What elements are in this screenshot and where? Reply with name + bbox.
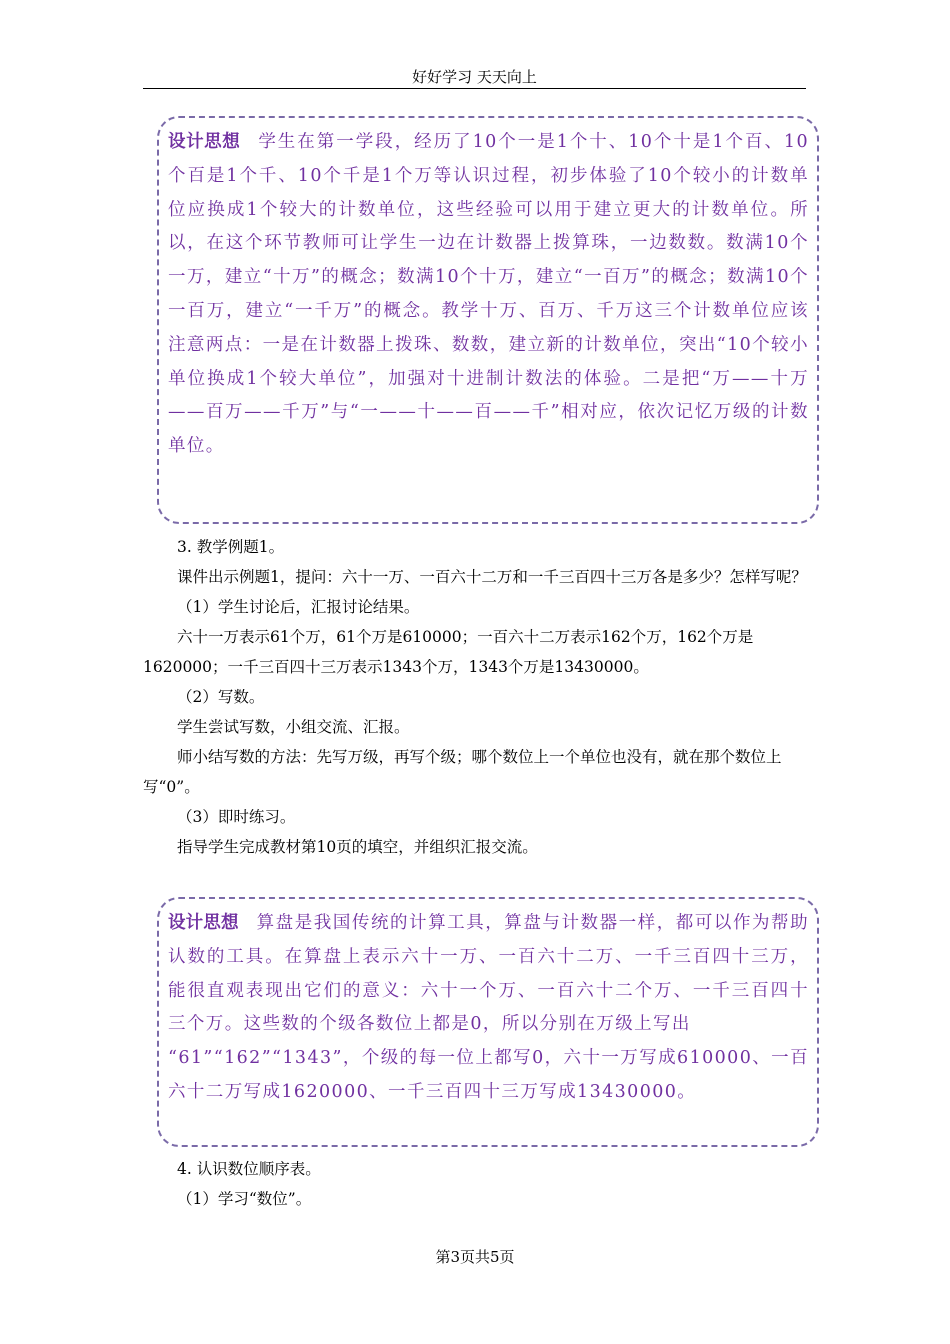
paragraph-exercise: 指导学生完成教材第10页的填空，并组织汇报交流。 — [177, 838, 538, 856]
page-footer: 第3页共5页 — [435, 1248, 515, 1266]
paragraph-answer: 六十一万表示61个万，61个万是610000；一百六十二万表示162个万，162个万是1620000；一千三百四十三万表示1343个万，1343个万是13430000。 — [143, 628, 754, 676]
paragraph-step-2: （2）写数。 — [177, 688, 265, 706]
paragraph-student-try: 学生尝试写数，小组交流、汇报。 — [177, 718, 410, 736]
paragraph-learn-place: （1）学习“数位”。 — [177, 1190, 312, 1208]
design-note-tag: 设计思想 — [168, 913, 239, 933]
heading-place-value: 4. 认识数位顺序表。 — [177, 1160, 321, 1178]
paragraph-summary: 师小结写数的方法：先写万级，再写个级；哪个数位上一个单位也没有，就在那个数位上写“0”。 — [143, 748, 782, 796]
section-example-1 — [143, 532, 807, 862]
design-note-body: 算盘是我国传统的计算工具，算盘与计数器一样，都可以作为帮助认数的工具。在算盘上表示六十一万、一百六十二万、一千三百四十三万，能很直观表现出它们的意义：六十一个万、一百六十二个万、一千三百四十三个万。这些数的个级各数位上都是0，所以分别在万级上写出 — [168, 913, 810, 1035]
heading-example-1: 3. 教学例题1。 — [177, 538, 285, 556]
design-note-text-2 — [168, 907, 809, 1042]
design-note-text-2b: “61”“162”“1343”，个级的每一位上都写0，六十一万写成610000、一百六十二万写成1620000、一千三百四十三万写成13430000。 — [168, 1048, 809, 1102]
paragraph-question: 课件出示例题1，提问：六十一万、一百六十二万和一千三百四十三万各是多少？怎样写呢？ — [177, 568, 807, 586]
section-place-value — [143, 1154, 807, 1214]
design-note-text-1 — [168, 126, 809, 464]
paragraph-step-3: （3）即时练习。 — [177, 808, 296, 826]
design-note-box-1 — [157, 116, 819, 524]
design-note-body: 学生在第一学段，经历了10个一是1个十、10个十是1个百、10个百是1个千、10个千是1个万等认识过程，初步体验了10个较小的计数单位应换成1个较大的计数单位，这些经验可以用于建立更大的计数单位。所以，在这个环节教师可让学生一边在计数器上拨算珠，一边数数。数满10个一万，建立“十万”的概念；数满10个十万，建立“一百万”的概念；数满10个一百万，建立“一千万”的概念。教学十万、百万、千万这三个计数单位应该注意两点：一是在计数器上拨珠、数数，建立新的计数单位，突出“10个较小单位换成1个较大单位”，加强对十进制计数法的体验。二是把“万——十万——百万——千万”与“一——十——百——千”相对应，依次记忆万级的计数单位。 — [168, 132, 809, 457]
design-note-box-2 — [157, 897, 819, 1147]
page-header: 好好学习 天天向上 — [143, 66, 806, 89]
paragraph-step-1: （1）学生讨论后，汇报讨论结果。 — [177, 598, 420, 616]
design-note-tag: 设计思想 — [168, 132, 241, 152]
